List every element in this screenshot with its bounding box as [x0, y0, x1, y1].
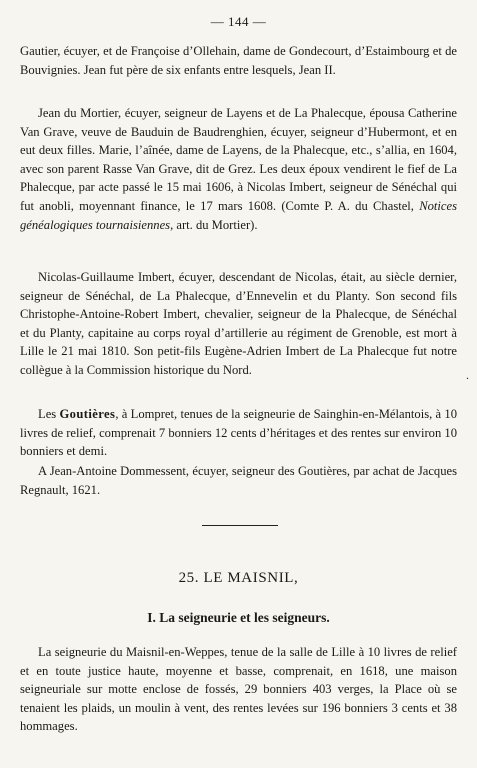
paragraph-jean-du-mortier [20, 104, 457, 234]
paragraph-nicolas-guillaume-text: Nicolas-Guillaume Imbert, écuyer, descendant de Nicolas, était, au siècle dernier, seigneur de Sénéchal, de La Phalecque, d’Ennevelin et du Planty. Son second fils Christophe-Antoine-Robert Imbert, chevalier, seigneur de la Phalecque, de Sénéchal et du Planty, capitaine au corps royal d’artillerie au régiment de Grenoble, est mort à Lille le 21 mai 1810. Son petit-fils Eugène-Adrien Imbert de La Phalecque fut notre collègue à la Commission historique du Nord. [20, 270, 457, 377]
paragraph-jean-du-mortier-end: , art. du Mortier). [170, 217, 258, 232]
paragraph-dommessent [20, 462, 457, 499]
subsection-heading: I. La seigneurie et les seigneurs. [147, 610, 330, 625]
paragraph-goutieres-start: Les [38, 407, 57, 421]
paragraph-maisnil [20, 643, 457, 736]
paragraph-jean-du-mortier-text: Jean du Mortier, écuyer, seigneur de Layens et de La Phalecque, épousa Catherine Van Grave, veuve de Bauduin de Baudrenghien, écuyer, seigneur d’Hubermont, et en eut deux filles. Marie, l’aînée, dame de Layens, de la Phalecque, etc., s’allia, en 1604, avec son parent Rasse Van Grave, dit de Grez. Les deux époux vendirent le fief de La Phalecque, par acte passé le 15 mai 1606, à Nicolas Imbert, seigneur de Sénéchal qui fut anobli, moyennant finance, le 17 mars 1608. (Comte P. A. du Chastel, [20, 106, 457, 213]
paragraph-gautier-text: Gautier, écuyer, et de Françoise d’Ollehain, dame de Gondecourt, d’Estaimbourg et de Bouvignies. Jean fut père de six enfants entre lesquels, Jean II. [20, 44, 457, 77]
paragraph-goutieres [20, 405, 457, 461]
section-heading: 25. LE MAISNIL, [178, 570, 299, 586]
paragraph-dommessent-text: A Jean-Antoine Dommessent, écuyer, seigneur des Goutières, par achat de Jacques Regnault, 1621. [20, 464, 457, 497]
page-number: — 144 — [210, 14, 267, 29]
goutieres-bold-term: Goutières [59, 407, 116, 421]
paragraph-gautier [20, 42, 457, 79]
book-title-italic: Notices généalogiques tournaisiennes [20, 198, 458, 232]
section-divider [202, 525, 278, 526]
margin-mark: . [466, 368, 469, 382]
paragraph-nicolas-guillaume [20, 268, 457, 380]
paragraph-maisnil-text: La seigneurie du Maisnil-en-Weppes, tenue de la salle de Lille à 10 livres de relief et en toute justice haute, moyenne et basse, comprenait, en 1618, une maison seigneuriale sur motte enclose de fossés, 29 bonniers 403 verges, la Place où se tenaient les plaids, un moulin à vent, des rentes levées sur 196 bonniers 3 cents et 38 hommages. [20, 645, 457, 734]
paragraph-goutieres-text: , à Lompret, tenues de la seigneurie de Sainghin-en-Mélantois, à 10 livres de relief, comprenait 7 bonniers 12 cents d’héritages et des rentes sur environ 10 bonniers et demi. [20, 407, 457, 459]
